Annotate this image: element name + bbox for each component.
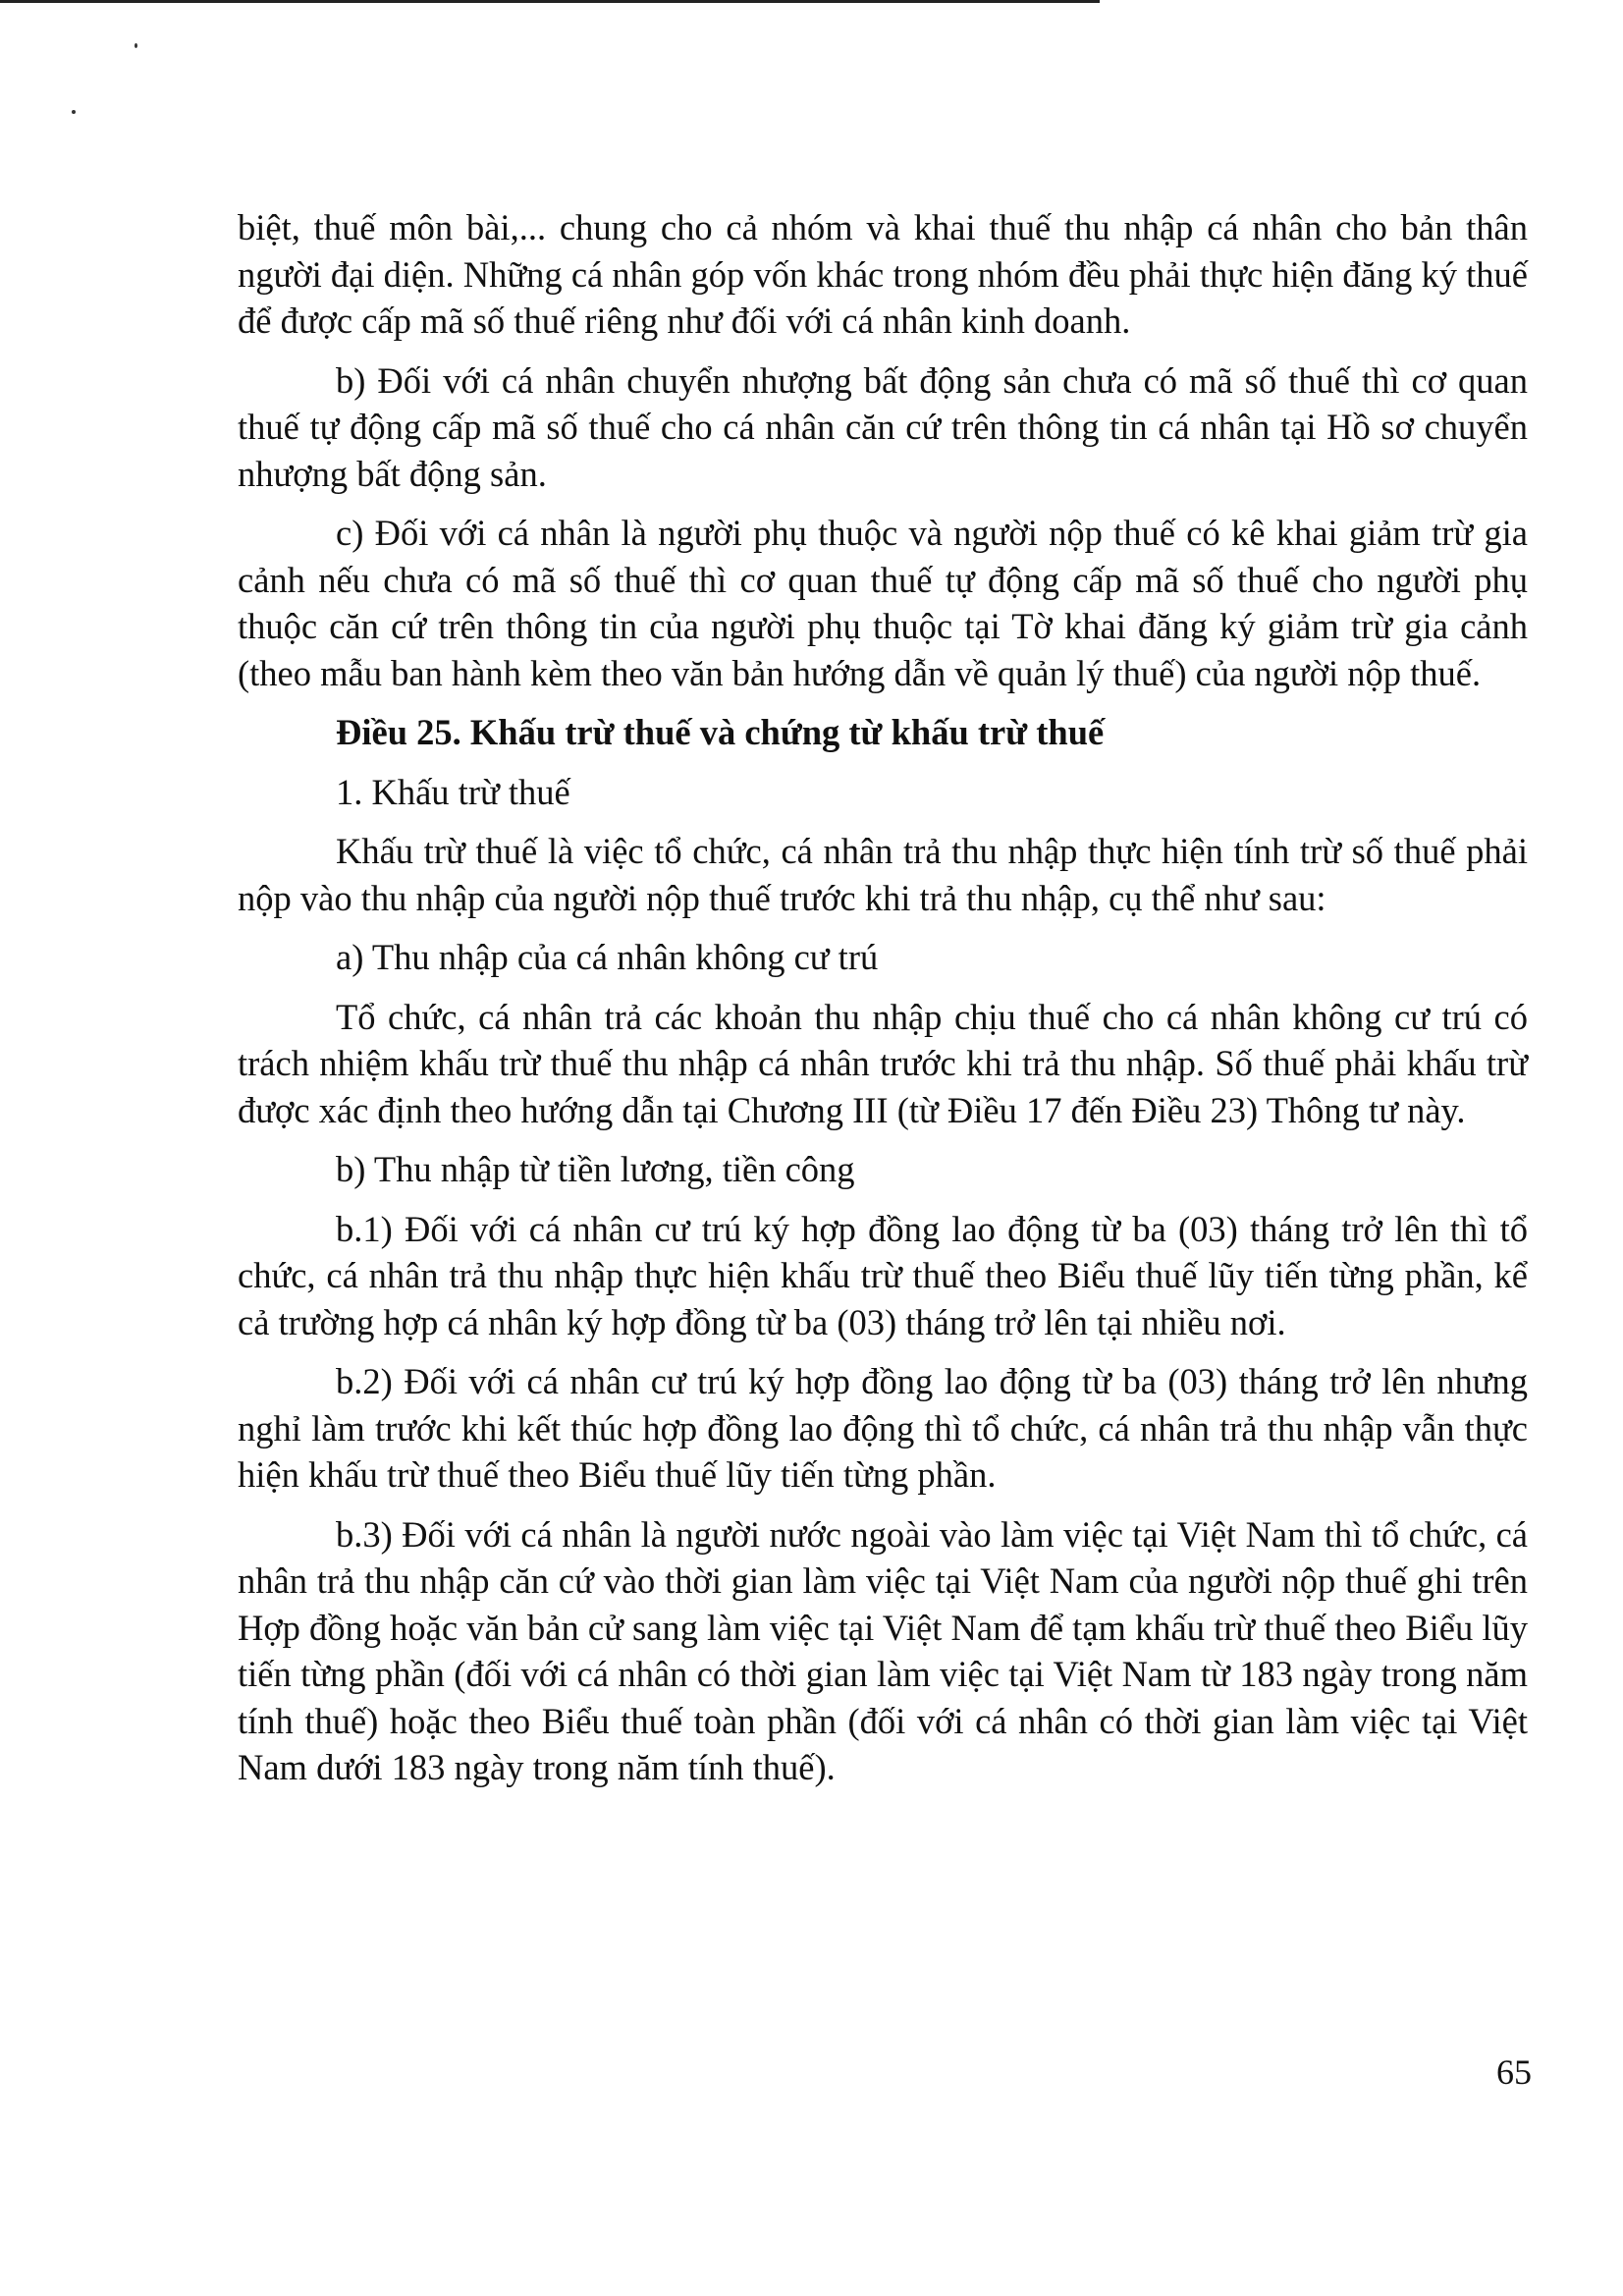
paragraph-c: c) Đối với cá nhân là người phụ thuộc và người nộp thuế có kê khai giảm trừ gia cảnh nếu chưa có mã số thuế thì cơ quan thuế tự động cấp mã số thuế cho người phụ thuộc căn cứ trên thông tin của người phụ thuộc tại Tờ khai đăng ký giảm trừ gia cảnh (theo mẫu ban hành kèm theo văn bản hướng dẫn về quản lý thuế) của người nộp thuế.: [238, 513, 1528, 693]
document-body: [238, 204, 1528, 1804]
item-b3: b.3) Đối với cá nhân là người nước ngoài vào làm việc tại Việt Nam thì tổ chức, cá nhân trả thu nhập căn cứ vào thời gian làm việc tại Việt Nam của người nộp thuế ghi trên Hợp đồng hoặc văn bản cử sang làm việc tại Việt Nam để tạm khấu trừ thuế theo Biểu lũy tiến từng phần (đối với cá nhân có thời gian làm việc tại Việt Nam từ 183 ngày trong năm tính thuế) hoặc theo Biểu thuế toàn phần (đối với cá nhân có thời gian làm việc tại Việt Nam dưới 183 ngày trong năm tính thuế).: [238, 1513, 1528, 1787]
article-heading: Điều 25. Khấu trừ thuế và chứng từ khấu trừ thuế: [336, 712, 1105, 752]
scan-speck: [72, 110, 76, 114]
paragraph-b: b) Đối với cá nhân chuyển nhượng bất động sản chưa có mã số thuế thì cơ quan thuế tự động cấp mã số thuế cho cá nhân căn cứ trên thông tin cá nhân tại Hồ sơ chuyển nhượng bất động sản.: [238, 359, 1528, 494]
scan-speck: [135, 43, 137, 48]
item-a-text: Tổ chức, cá nhân trả các khoản thu nhập chịu thuế cho cá nhân không cư trú có trách nhiệm khấu trừ thuế thu nhập cá nhân trước khi trả thu nhập. Số thuế phải khấu trừ được xác định theo hướng dẫn tại Chương III (từ Điều 17 đến Điều 23) Thông tư này.: [238, 996, 1528, 1130]
item-a-heading: a) Thu nhập của cá nhân không cư trú: [336, 937, 879, 977]
page-number: 65: [1496, 2052, 1532, 2092]
top-border-line: [0, 0, 1100, 3]
section-heading: 1. Khấu trừ thuế: [336, 771, 570, 812]
section-intro: Khấu trừ thuế là việc tổ chức, cá nhân trả thu nhập thực hiện tính trừ số thuế phải nộp vào thu nhập của người nộp thuế trước khi trả thu nhập, cụ thể như sau:: [238, 831, 1528, 918]
item-b-heading: b) Thu nhập từ tiền lương, tiền công: [336, 1149, 855, 1189]
item-b1: b.1) Đối với cá nhân cư trú ký hợp đồng lao động từ ba (03) tháng trở lên thì tổ chức, cá nhân trả thu nhập thực hiện khấu trừ thuế theo Biểu thuế lũy tiến từng phần, kể cả trường hợp cá nhân ký hợp đồng từ ba (03) tháng trở lên tại nhiều nơi.: [238, 1208, 1528, 1342]
paragraph-continued: biệt, thuế môn bài,... chung cho cả nhóm và khai thuế thu nhập cá nhân cho bản thân người đại diện. Những cá nhân góp vốn khác trong nhóm đều phải thực hiện đăng ký thuế để được cấp mã số thuế riêng như đối với cá nhân kinh doanh.: [238, 207, 1528, 341]
item-b2: b.2) Đối với cá nhân cư trú ký hợp đồng lao động từ ba (03) tháng trở lên nhưng nghỉ làm trước khi kết thúc hợp đồng lao động thì tổ chức, cá nhân trả thu nhập vẫn thực hiện khấu trừ thuế theo Biểu thuế lũy tiến từng phần.: [238, 1361, 1528, 1495]
